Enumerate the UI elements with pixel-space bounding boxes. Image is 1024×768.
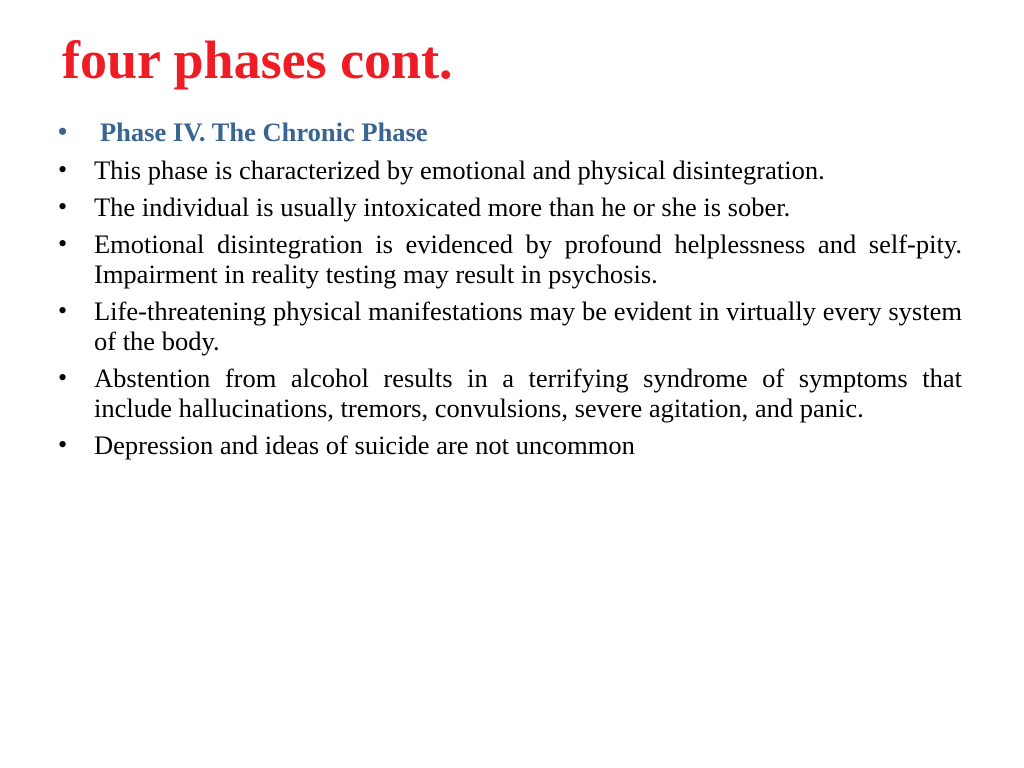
bullet-icon: • [58, 363, 68, 392]
bullet-text: The individual is usually intoxicated more than he or she is sober. [94, 192, 791, 222]
bullet-item [58, 229, 962, 289]
bullet-list [58, 117, 962, 467]
bullet-heading-text: Phase IV. The Chronic Phase [100, 117, 428, 147]
bullet-icon: • [58, 192, 68, 221]
bullet-icon: • [58, 155, 68, 184]
bullet-item [58, 430, 962, 460]
bullet-text: This phase is characterized by emotional and physical disintegration. [94, 155, 825, 185]
bullet-icon: • [58, 430, 68, 459]
bullet-text: Emotional disintegration is evidenced by profound helplessness and self-pity. Impairment in reality testing may result in psychosis. [94, 229, 962, 289]
bullet-heading [58, 117, 962, 147]
slide-title: four phases cont. [62, 30, 453, 90]
bullet-icon: • [58, 229, 68, 258]
bullet-text: Depression and ideas of suicide are not uncommon [94, 430, 635, 460]
bullet-text: Abstention from alcohol results in a terrifying syndrome of symptoms that include hallucinations, tremors, convulsions, severe agitation, and panic. [94, 363, 962, 423]
bullet-icon: • [58, 296, 68, 325]
bullet-item [58, 363, 962, 423]
bullet-item [58, 192, 962, 222]
bullet-item [58, 296, 962, 356]
bullet-item [58, 155, 962, 185]
bullet-icon: • [58, 117, 68, 146]
bullet-text: Life-threatening physical manifestations may be evident in virtually every system of the body. [94, 296, 962, 356]
